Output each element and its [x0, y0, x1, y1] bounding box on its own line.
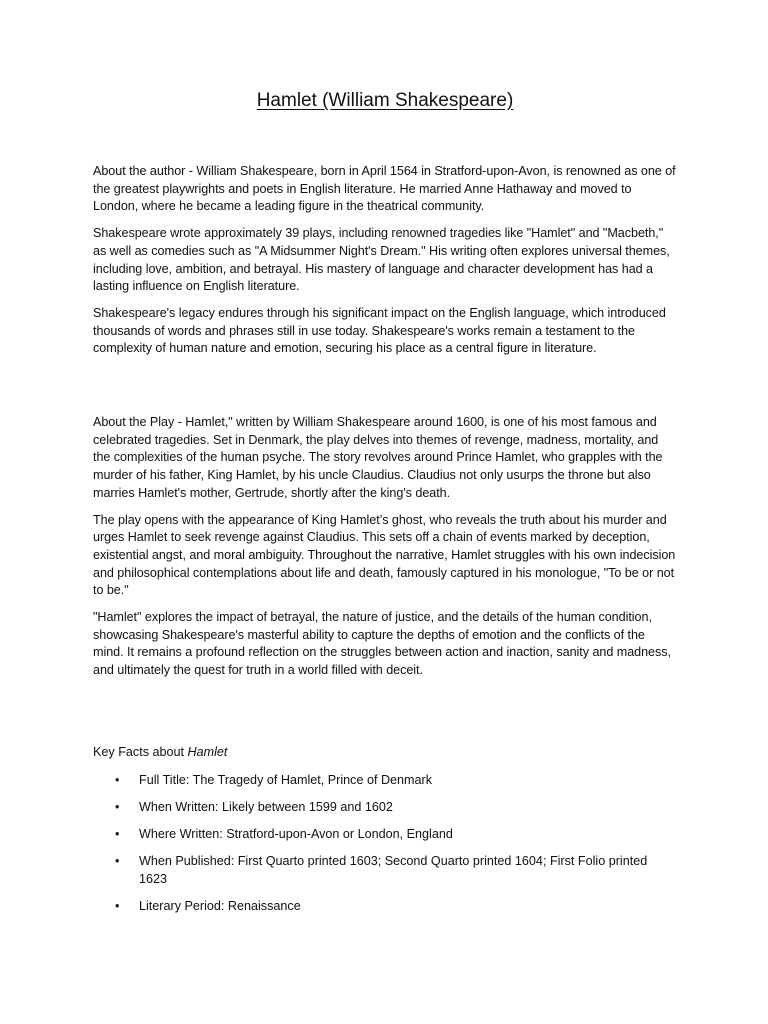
list-item-text: When Published: First Quarto printed 1603; Second Quarto printed 1604; First Folio printed 1623 — [139, 854, 648, 887]
list-item-text: Where Written: Stratford-upon-Avon or London, England — [139, 827, 453, 842]
list-item-text: Full Title: The Tragedy of Hamlet, Prince of Denmark — [139, 772, 433, 787]
list-item-text: When Written: Likely between 1599 and 1602 — [139, 799, 393, 814]
author-paragraph-3: Shakespeare's legacy endures through his significant impact on the English language, which introduced thousands of words and phrases still in use today. Shakespeare's works remain a testament to the complexity of human nature and emotion, securing his place as a central figure in literature. — [93, 305, 666, 356]
key-facts-heading — [93, 744, 677, 762]
list-item — [93, 826, 677, 844]
bullet-icon: • — [115, 827, 120, 842]
author-paragraph-1: About the author - William Shakespeare, born in April 1564 in Stratford-upon-Avon, is renowned as one of the greatest playwrights and poets in English literature. He married Anne Hathaway and moved to London, where he became a leading figure in the theatrical community. — [93, 164, 676, 214]
key-facts-section — [93, 744, 677, 925]
key-facts-heading-prefix: Key Facts about — [93, 745, 188, 759]
list-item — [93, 799, 677, 817]
list-item — [93, 853, 677, 888]
bullet-icon: • — [115, 772, 120, 787]
list-item — [93, 898, 677, 916]
bullet-icon: • — [115, 899, 120, 914]
play-paragraph-2: The play opens with the appearance of King Hamlet’s ghost, who reveals the truth about his murder and urges Hamlet to seek revenge against Claudius. This sets off a chain of events marked by deception, existential angst, and moral ambiguity. Throughout the narrative, Hamlet struggles with his own indecision and philosophical contemplations about life and death, famously captured in his monologue, "To be or not to be." — [93, 512, 676, 598]
key-facts-list — [93, 772, 677, 916]
document-page — [93, 0, 677, 1024]
play-section — [93, 414, 677, 689]
bullet-icon: • — [115, 854, 120, 869]
list-item-text: Literary Period: Renaissance — [139, 899, 301, 914]
list-item — [93, 772, 677, 790]
play-paragraph-1: About the Play - Hamlet," written by William Shakespeare around 1600, is one of his most famous and celebrated tragedies. Set in Denmark, the play delves into themes of revenge, madness, mortality, and the complexities of the human psyche. The story revolves around Prince Hamlet, who grapples with the murder of his father, King Hamlet, by his uncle Claudius. Claudius not only usurps the throne but also marries Hamlet's mother, Gertrude, shortly after the king's death. — [93, 415, 663, 500]
author-section — [93, 163, 677, 367]
document-title: Hamlet (William Shakespeare) — [256, 90, 514, 111]
bullet-icon: • — [115, 799, 120, 814]
author-paragraph-2: Shakespeare wrote approximately 39 plays, including renowned tragedies like "Hamlet" and "Macbeth," as well as comedies such as "A Midsummer Night's Dream." His writing often explores universal themes, including love, ambition, and betrayal. His mastery of language and character development has had a lasting influence on English literature. — [93, 226, 670, 294]
key-facts-heading-title: Hamlet — [187, 745, 228, 759]
play-paragraph-3: "Hamlet" explores the impact of betrayal, the nature of justice, and the details of the human condition, showcasing Shakespeare's masterful ability to capture the depths of emotion and the conflicts of the mind. It remains a profound reflection on the struggles between action and inaction, sanity and madness, and ultimately the quest for truth in a world filled with deceit. — [93, 610, 671, 678]
